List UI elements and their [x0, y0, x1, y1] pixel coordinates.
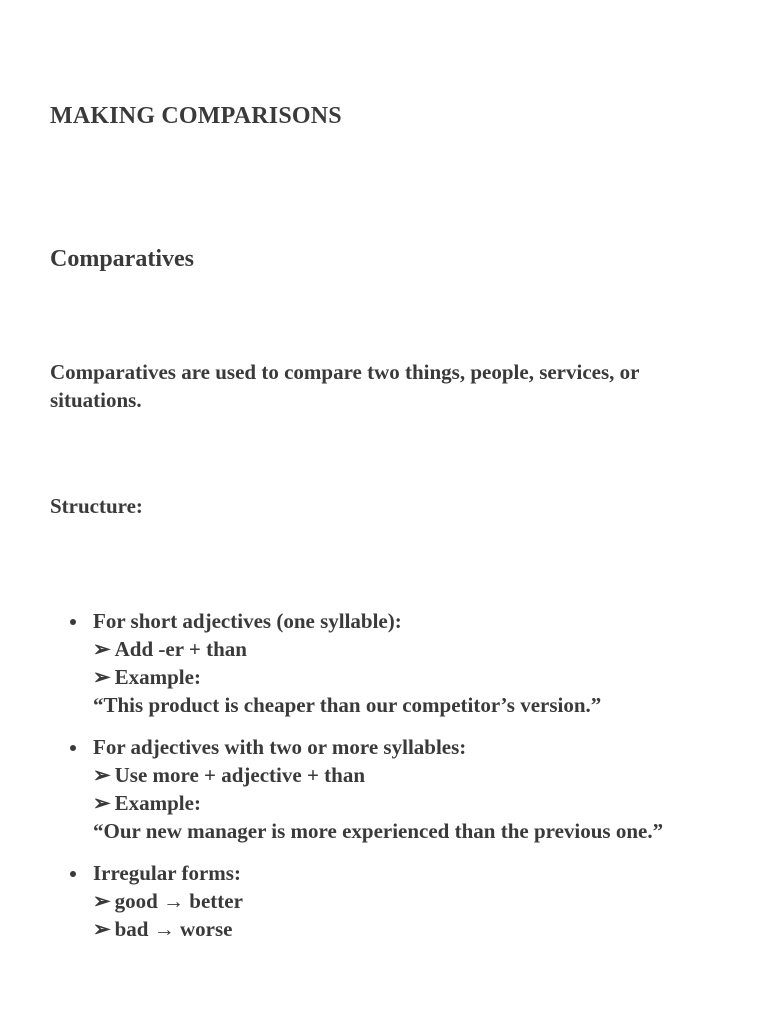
section-heading: Comparatives — [50, 246, 194, 272]
example-sentence: “Our new manager is more experienced than the previous one.” — [93, 819, 664, 843]
bullet-list — [50, 607, 730, 943]
example-label-line — [93, 789, 730, 817]
list-item-long-adjectives — [50, 733, 730, 845]
list-item-short-adjectives — [50, 607, 730, 719]
bullet-icon — [70, 745, 76, 751]
rule-text: Use more + adjective + than — [114, 763, 366, 787]
arrow-bullet-icon: ➢ — [93, 665, 111, 689]
rule-line — [93, 915, 730, 943]
arrow-bullet-icon: ➢ — [93, 763, 111, 787]
example-sentence: “This product is cheaper than our competitor’s version.” — [93, 693, 602, 717]
example-label: Example: — [114, 665, 201, 689]
intro-paragraph: Comparatives are used to compare two things, people, services, or situations. — [50, 360, 640, 412]
arrow-bullet-icon: ➢ — [93, 917, 111, 941]
bullet-heading: For adjectives with two or more syllables: — [93, 735, 467, 759]
example-label-line — [93, 663, 730, 691]
rule-text: Add -er + than — [114, 637, 247, 661]
structure-label: Structure: — [50, 494, 143, 518]
example-label: Example: — [114, 791, 201, 815]
rule-line — [93, 761, 730, 789]
bullet-icon — [70, 871, 76, 877]
bullet-heading: Irregular forms: — [93, 861, 241, 885]
rule-line — [93, 887, 730, 915]
arrow-bullet-icon: ➢ — [93, 637, 111, 661]
list-item-irregular-forms — [50, 859, 730, 943]
document-title: MAKING COMPARISONS — [50, 103, 342, 129]
rule-line — [93, 635, 730, 663]
bullet-icon — [70, 619, 76, 625]
bullet-heading: For short adjectives (one syllable): — [93, 609, 402, 633]
arrow-bullet-icon: ➢ — [93, 791, 111, 815]
rule-text: bad → worse — [114, 917, 233, 941]
arrow-bullet-icon: ➢ — [93, 889, 111, 913]
rule-text: good → better — [114, 889, 243, 913]
